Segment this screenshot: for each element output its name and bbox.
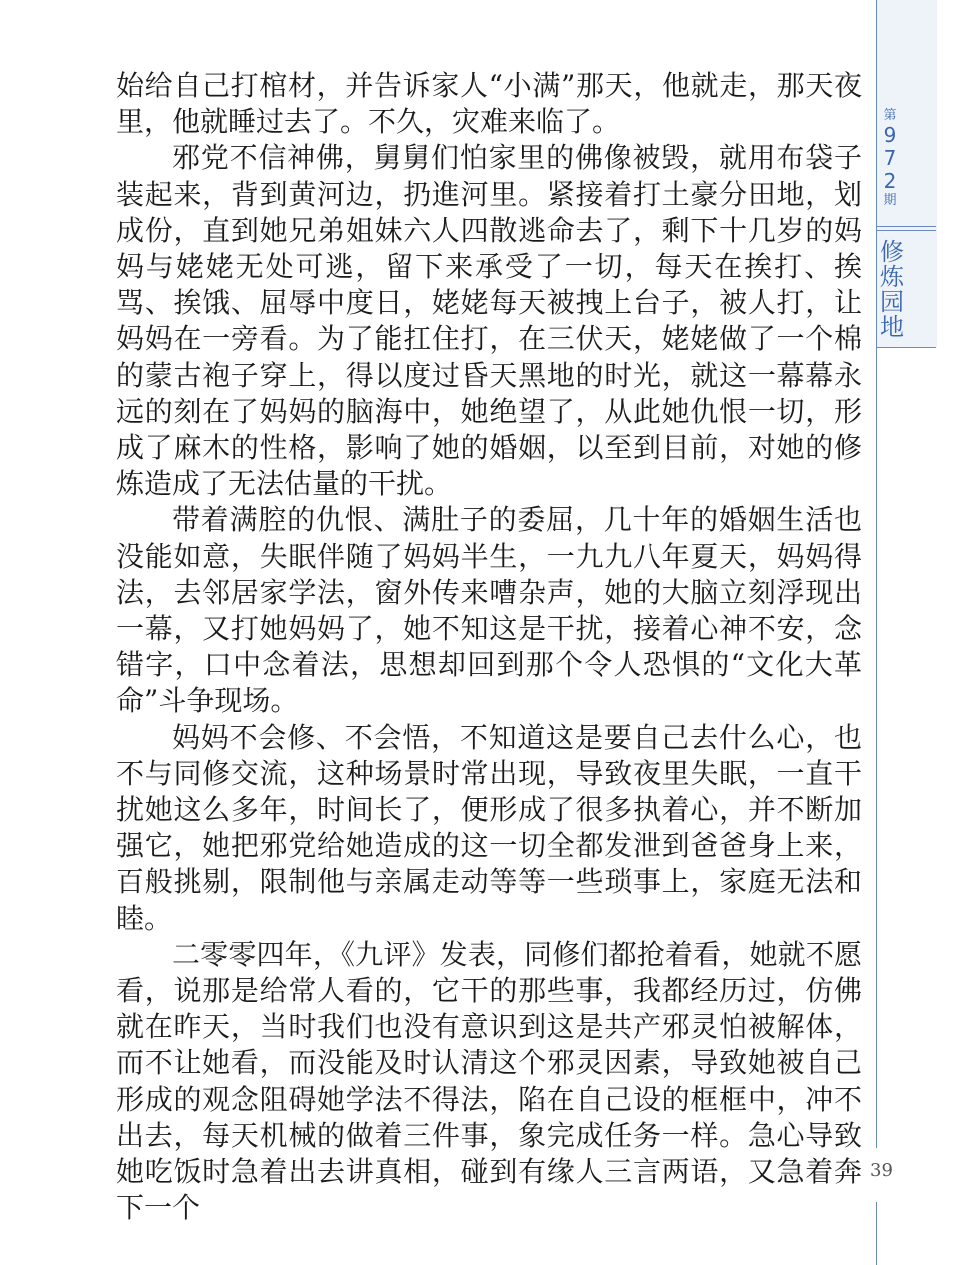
sidebar-divider-top-double — [876, 230, 936, 231]
sidebar-divider-bottom — [876, 347, 936, 348]
paragraph-3: 带着满腔的仇恨、满肚子的委屈，几十年的婚姻生活也没能如意，失眠伴随了妈妈半生，一九九八年夏天，妈妈得法，去邻居家学法，窗外传来嘈杂声，她的大脑立刻浮现出一幕，又打她妈妈了，她不知这是干扰，接着心神不安，念错字，口中念着法，思想却回到那个令人恐惧的“文化大革命”斗争现场。 — [116, 503, 862, 718]
sidebar-divider-top — [876, 226, 936, 227]
issue-digit: 2 — [883, 169, 897, 193]
issue-number — [878, 108, 902, 209]
paragraph-1: 始给自己打棺材，并告诉家人“小满”那天，他就走，那天夜里，他就睡过去了。不久，灾难来临了。 — [116, 69, 862, 139]
margin-rule-lower — [876, 1202, 877, 1265]
issue-digit: 9 — [883, 123, 897, 147]
issue-suffix: 期 — [883, 193, 897, 208]
margin-rule-upper — [876, 348, 877, 1148]
paragraph-5: 二零零四年，《九评》发表，同修们都抢着看，她就不愿看，说那是给常人看的，它干的那些事，我都经历过，仿佛就在昨天，当时我们也没有意识到这是共产邪灵怕被解体，而不让她看，而没能及时认清这个邪灵因素，导致她被自己形成的观念阻碍她学法不得法，陷在自己设的框框中，冲不出去，每天机械的做着三件事，象完成任务一样。急心导致她吃饭时急着出去讲真相，碰到有缘人三言两语，又急着奔下一个 — [116, 937, 862, 1225]
issue-digit: 7 — [883, 146, 897, 170]
paragraph-2: 邪党不信神佛，舅舅们怕家里的佛像被毁，就用布袋子装起来，背到黄河边，扔進河里。紧接着打土豪分田地，划成份，直到她兄弟姐妹六人四散逃命去了，剩下十几岁的妈妈与姥姥无处可逃，留下来承受了一切，每天在挨打、挨骂、挨饿、屈辱中度日，姥姥每天被拽上台子，被人打，让妈妈在一旁看。为了能扛住打，在三伏天，姥姥做了一个棉的蒙古袍子穿上，得以度过昏天黑地的时光，就这一幕幕永远的刻在了妈妈的脑海中，她绝望了，从此她仇恨一切，形成了麻木的性格，影响了她的婚姻，以至到目前，对她的修炼造成了无法估量的干扰。 — [116, 141, 862, 501]
issue-prefix: 第 — [883, 108, 897, 123]
paragraph-4: 妈妈不会修、不会悟，不知道这是要自己去什么心，也不与同修交流，这种场景时常出现，导致夜里失眠，一直干扰她这么多年，时间长了，便形成了很多执着心，并不断加强它，她把邪党给她造成的这一切全都发泄到爸爸身上来，百般挑剔，限制他与亲属走动等等一些琐事上，家庭无法和睦。 — [116, 720, 862, 935]
page-number: 39 — [870, 1160, 893, 1181]
article-body — [116, 68, 862, 1227]
section-title: 修炼园地 — [880, 238, 904, 341]
